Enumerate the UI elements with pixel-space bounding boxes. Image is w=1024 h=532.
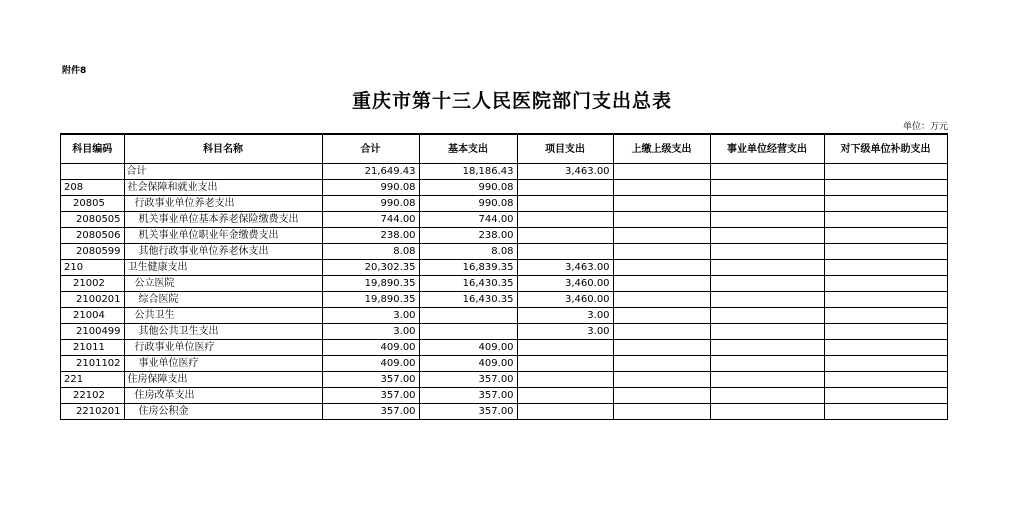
cell-upper: [613, 340, 710, 356]
table-row: [61, 372, 948, 388]
cell-name: 机关事业单位基本养老保险缴费支出: [124, 212, 322, 228]
cell-subsidy: [824, 244, 947, 260]
cell-upper: [613, 164, 710, 180]
cell-basic: 18,186.43: [419, 164, 517, 180]
cell-subsidy: [824, 292, 947, 308]
cell-total: 19,890.35: [322, 292, 419, 308]
cell-project: [517, 196, 613, 212]
cell-business: [710, 388, 824, 404]
cell-name: 住房公积金: [124, 404, 322, 420]
cell-name: 社会保障和就业支出: [124, 180, 322, 196]
table-row: [61, 196, 948, 212]
cell-total: 357.00: [322, 404, 419, 420]
cell-code: [61, 164, 125, 180]
cell-total: 3.00: [322, 324, 419, 340]
cell-upper: [613, 388, 710, 404]
table-row: [61, 340, 948, 356]
cell-code: 20805: [61, 196, 125, 212]
cell-name: 其他公共卫生支出: [124, 324, 322, 340]
cell-subsidy: [824, 164, 947, 180]
cell-basic: 409.00: [419, 356, 517, 372]
cell-total: 20,302.35: [322, 260, 419, 276]
cell-business: [710, 196, 824, 212]
table-row: [61, 324, 948, 340]
cell-business: [710, 356, 824, 372]
cell-total: 21,649.43: [322, 164, 419, 180]
cell-name: 综合医院: [124, 292, 322, 308]
cell-basic: 238.00: [419, 228, 517, 244]
cell-project: 3,460.00: [517, 276, 613, 292]
table-row: [61, 292, 948, 308]
cell-project: 3,463.00: [517, 164, 613, 180]
expenditure-table: [60, 133, 948, 420]
cell-business: [710, 180, 824, 196]
cell-upper: [613, 228, 710, 244]
cell-business: [710, 292, 824, 308]
header-project: 项目支出: [517, 134, 613, 164]
cell-name: 其他行政事业单位养老休支出: [124, 244, 322, 260]
cell-business: [710, 260, 824, 276]
cell-name: 行政事业单位养老支出: [124, 196, 322, 212]
cell-name: 住房改革支出: [124, 388, 322, 404]
unit-label: 单位：万元: [902, 122, 948, 132]
cell-subsidy: [824, 308, 947, 324]
cell-name: 事业单位医疗: [124, 356, 322, 372]
cell-total: 744.00: [322, 212, 419, 228]
table-body: [61, 164, 948, 420]
cell-business: [710, 340, 824, 356]
cell-code: 2080599: [61, 244, 125, 260]
cell-upper: [613, 180, 710, 196]
page-title: 重庆市第十三人民医院部门支出总表: [351, 90, 672, 112]
cell-upper: [613, 196, 710, 212]
cell-business: [710, 372, 824, 388]
cell-basic: 8.08: [419, 244, 517, 260]
cell-basic: 357.00: [419, 388, 517, 404]
cell-project: [517, 404, 613, 420]
cell-basic: 357.00: [419, 404, 517, 420]
cell-code: 21002: [61, 276, 125, 292]
cell-subsidy: [824, 276, 947, 292]
cell-project: 3,463.00: [517, 260, 613, 276]
cell-upper: [613, 372, 710, 388]
cell-subsidy: [824, 356, 947, 372]
cell-upper: [613, 212, 710, 228]
cell-business: [710, 308, 824, 324]
cell-project: [517, 356, 613, 372]
cell-code: 210: [61, 260, 125, 276]
cell-subsidy: [824, 340, 947, 356]
cell-project: [517, 212, 613, 228]
cell-business: [710, 404, 824, 420]
cell-name: 卫生健康支出: [124, 260, 322, 276]
table-row: [61, 308, 948, 324]
cell-business: [710, 324, 824, 340]
cell-project: [517, 372, 613, 388]
cell-basic: [419, 308, 517, 324]
cell-project: 3.00: [517, 308, 613, 324]
header-basic: 基本支出: [419, 134, 517, 164]
cell-code: 2080506: [61, 228, 125, 244]
cell-subsidy: [824, 324, 947, 340]
table-row: [61, 388, 948, 404]
table-row: [61, 228, 948, 244]
cell-business: [710, 164, 824, 180]
cell-subsidy: [824, 404, 947, 420]
cell-code: 2101102: [61, 356, 125, 372]
cell-subsidy: [824, 260, 947, 276]
cell-code: 21004: [61, 308, 125, 324]
cell-subsidy: [824, 180, 947, 196]
cell-basic: 990.08: [419, 196, 517, 212]
cell-basic: [419, 324, 517, 340]
cell-upper: [613, 276, 710, 292]
table-row: [61, 276, 948, 292]
cell-basic: 357.00: [419, 372, 517, 388]
cell-name: 住房保障支出: [124, 372, 322, 388]
attachment-label: 附件8: [62, 66, 87, 76]
cell-subsidy: [824, 196, 947, 212]
cell-basic: 744.00: [419, 212, 517, 228]
cell-total: 409.00: [322, 356, 419, 372]
cell-basic: 990.08: [419, 180, 517, 196]
cell-project: [517, 244, 613, 260]
cell-code: 221: [61, 372, 125, 388]
cell-total: 357.00: [322, 388, 419, 404]
cell-code: 2100201: [61, 292, 125, 308]
cell-code: 2100499: [61, 324, 125, 340]
cell-total: 409.00: [322, 340, 419, 356]
cell-project: [517, 340, 613, 356]
cell-name: 公立医院: [124, 276, 322, 292]
cell-subsidy: [824, 212, 947, 228]
header-upper: 上缴上级支出: [613, 134, 710, 164]
table-row: [61, 164, 948, 180]
cell-upper: [613, 260, 710, 276]
cell-project: 3,460.00: [517, 292, 613, 308]
table-row: [61, 244, 948, 260]
cell-project: 3.00: [517, 324, 613, 340]
cell-basic: 16,839.35: [419, 260, 517, 276]
cell-total: 990.08: [322, 180, 419, 196]
cell-upper: [613, 308, 710, 324]
cell-upper: [613, 356, 710, 372]
table-row: [61, 404, 948, 420]
cell-code: 2080505: [61, 212, 125, 228]
header-code: 科目编码: [61, 134, 125, 164]
cell-total: 8.08: [322, 244, 419, 260]
table-row: [61, 180, 948, 196]
cell-code: 208: [61, 180, 125, 196]
table-row: [61, 356, 948, 372]
cell-upper: [613, 292, 710, 308]
cell-project: [517, 180, 613, 196]
cell-business: [710, 212, 824, 228]
cell-business: [710, 228, 824, 244]
cell-project: [517, 228, 613, 244]
cell-upper: [613, 244, 710, 260]
header-total: 合计: [322, 134, 419, 164]
cell-subsidy: [824, 388, 947, 404]
cell-total: 357.00: [322, 372, 419, 388]
cell-name: 公共卫生: [124, 308, 322, 324]
cell-basic: 16,430.35: [419, 276, 517, 292]
cell-basic: 16,430.35: [419, 292, 517, 308]
cell-upper: [613, 324, 710, 340]
cell-name: 机关事业单位职业年金缴费支出: [124, 228, 322, 244]
cell-business: [710, 276, 824, 292]
cell-code: 22102: [61, 388, 125, 404]
cell-basic: 409.00: [419, 340, 517, 356]
cell-code: 21011: [61, 340, 125, 356]
cell-business: [710, 244, 824, 260]
cell-total: 3.00: [322, 308, 419, 324]
cell-project: [517, 388, 613, 404]
cell-total: 19,890.35: [322, 276, 419, 292]
header-subsidy: 对下级单位补助支出: [824, 134, 947, 164]
cell-total: 990.08: [322, 196, 419, 212]
header-business: 事业单位经营支出: [710, 134, 824, 164]
table-header-row: [61, 134, 948, 164]
cell-subsidy: [824, 228, 947, 244]
table-row: [61, 260, 948, 276]
cell-total: 238.00: [322, 228, 419, 244]
cell-name: 合计: [124, 164, 322, 180]
cell-upper: [613, 404, 710, 420]
cell-subsidy: [824, 372, 947, 388]
table-row: [61, 212, 948, 228]
cell-code: 2210201: [61, 404, 125, 420]
header-name: 科目名称: [124, 134, 322, 164]
cell-name: 行政事业单位医疗: [124, 340, 322, 356]
